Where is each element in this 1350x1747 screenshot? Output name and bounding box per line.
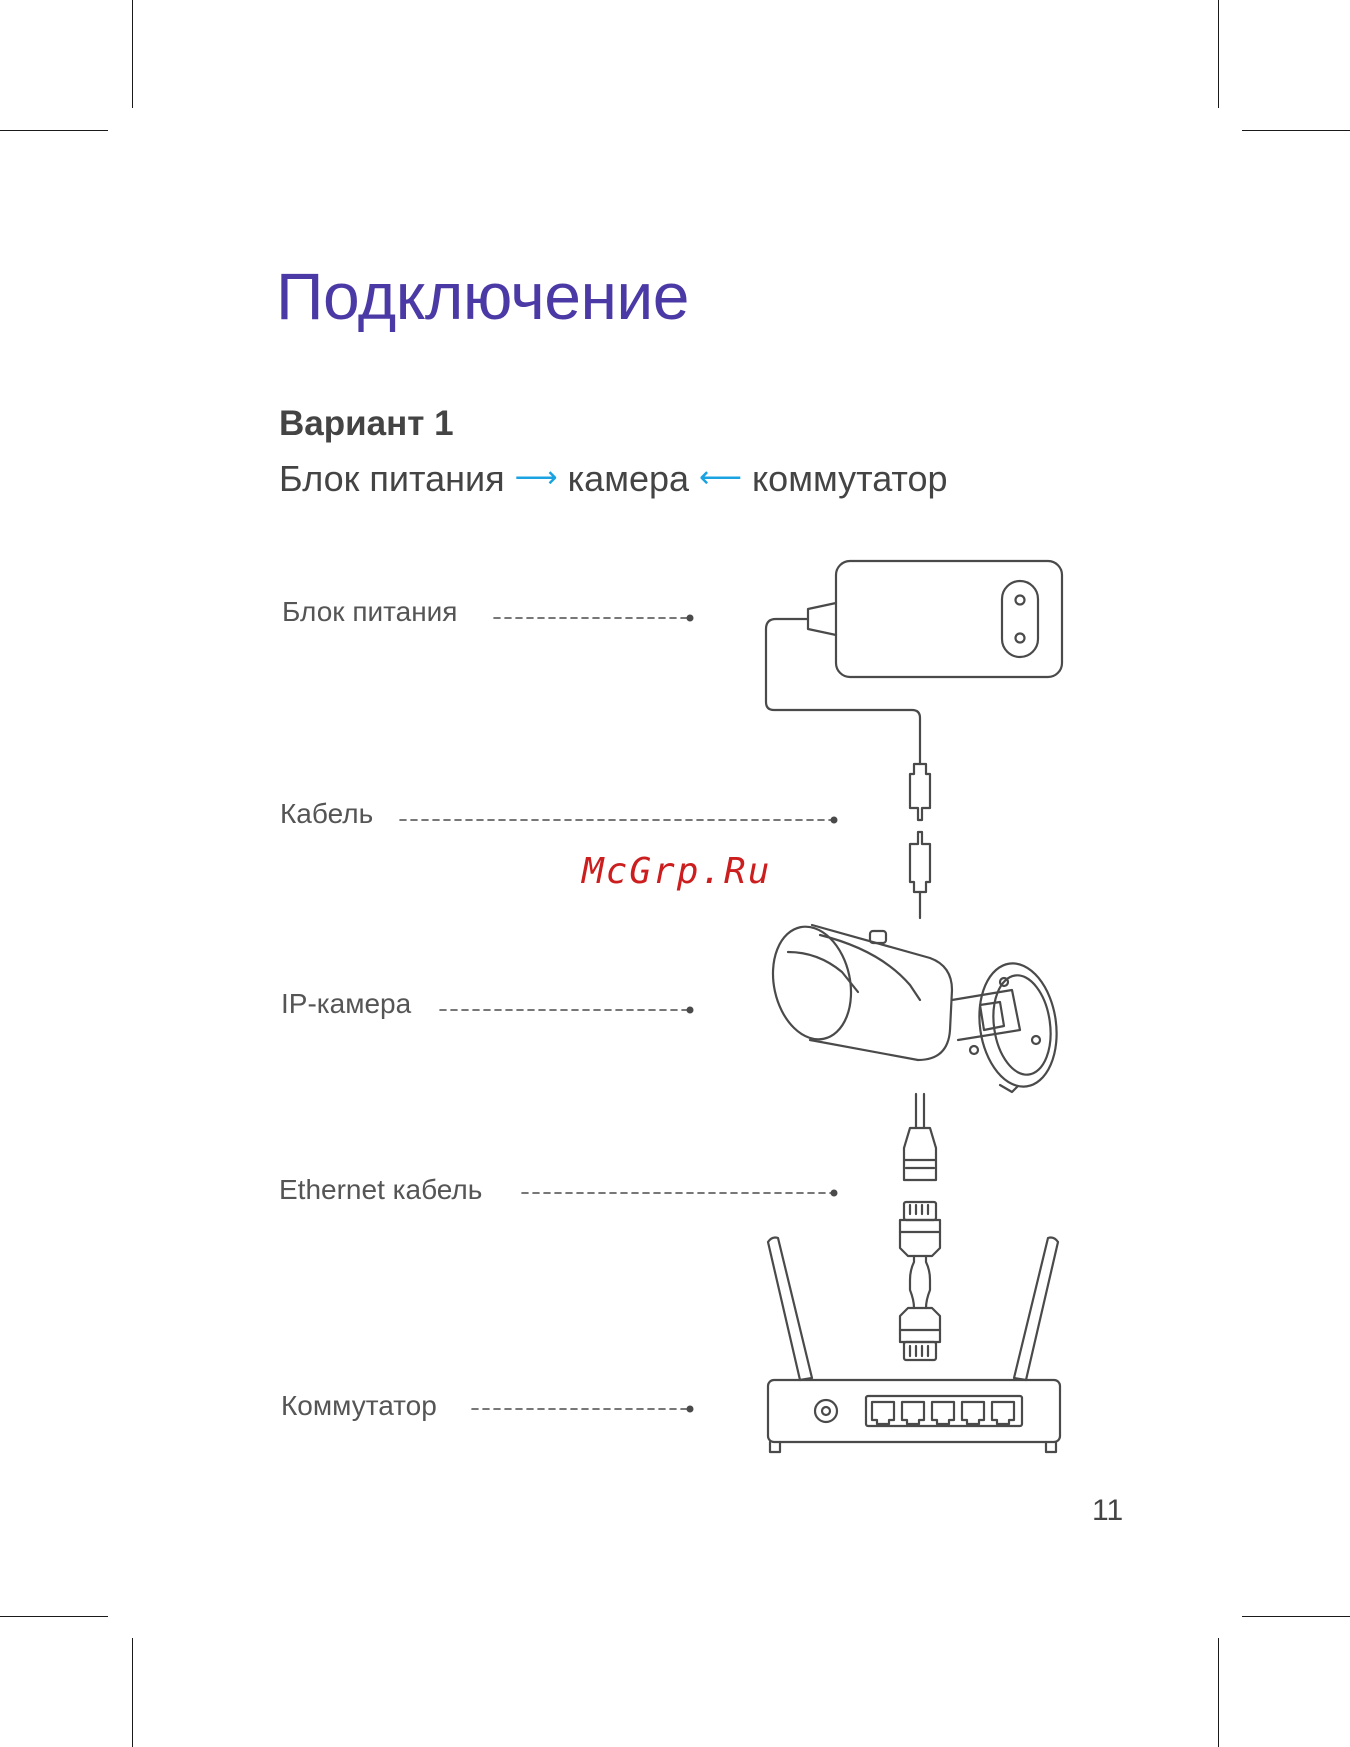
watermark: McGrp.Ru xyxy=(582,851,772,892)
label-switch: Коммутатор xyxy=(281,1390,437,1421)
ip-camera-icon xyxy=(763,919,1064,1092)
label-ip-camera: IP-камера xyxy=(281,988,412,1019)
variant-heading: Вариант 1 xyxy=(279,404,454,443)
ethernet-cable-icon xyxy=(900,1094,940,1360)
dc-cable-icon xyxy=(910,764,930,918)
leader-dots xyxy=(687,615,838,1413)
chain-switch: коммутатор xyxy=(752,458,948,499)
page-number: 11 xyxy=(1092,1494,1124,1527)
label-ethernet-cable: Ethernet кабель xyxy=(279,1174,483,1205)
leader-lines xyxy=(400,618,832,1409)
arrow-left-icon: ⟵ xyxy=(699,460,743,494)
label-cable: Кабель xyxy=(280,798,374,829)
chain-power-supply: Блок питания xyxy=(279,458,505,499)
switch-icon xyxy=(768,1238,1060,1453)
page-title: Подключение xyxy=(276,259,689,333)
chain-camera: камера xyxy=(567,458,690,499)
power-adapter-icon xyxy=(766,561,1062,764)
arrow-right-icon: ⟶ xyxy=(514,460,558,494)
label-power-supply: Блок питания xyxy=(282,596,458,627)
